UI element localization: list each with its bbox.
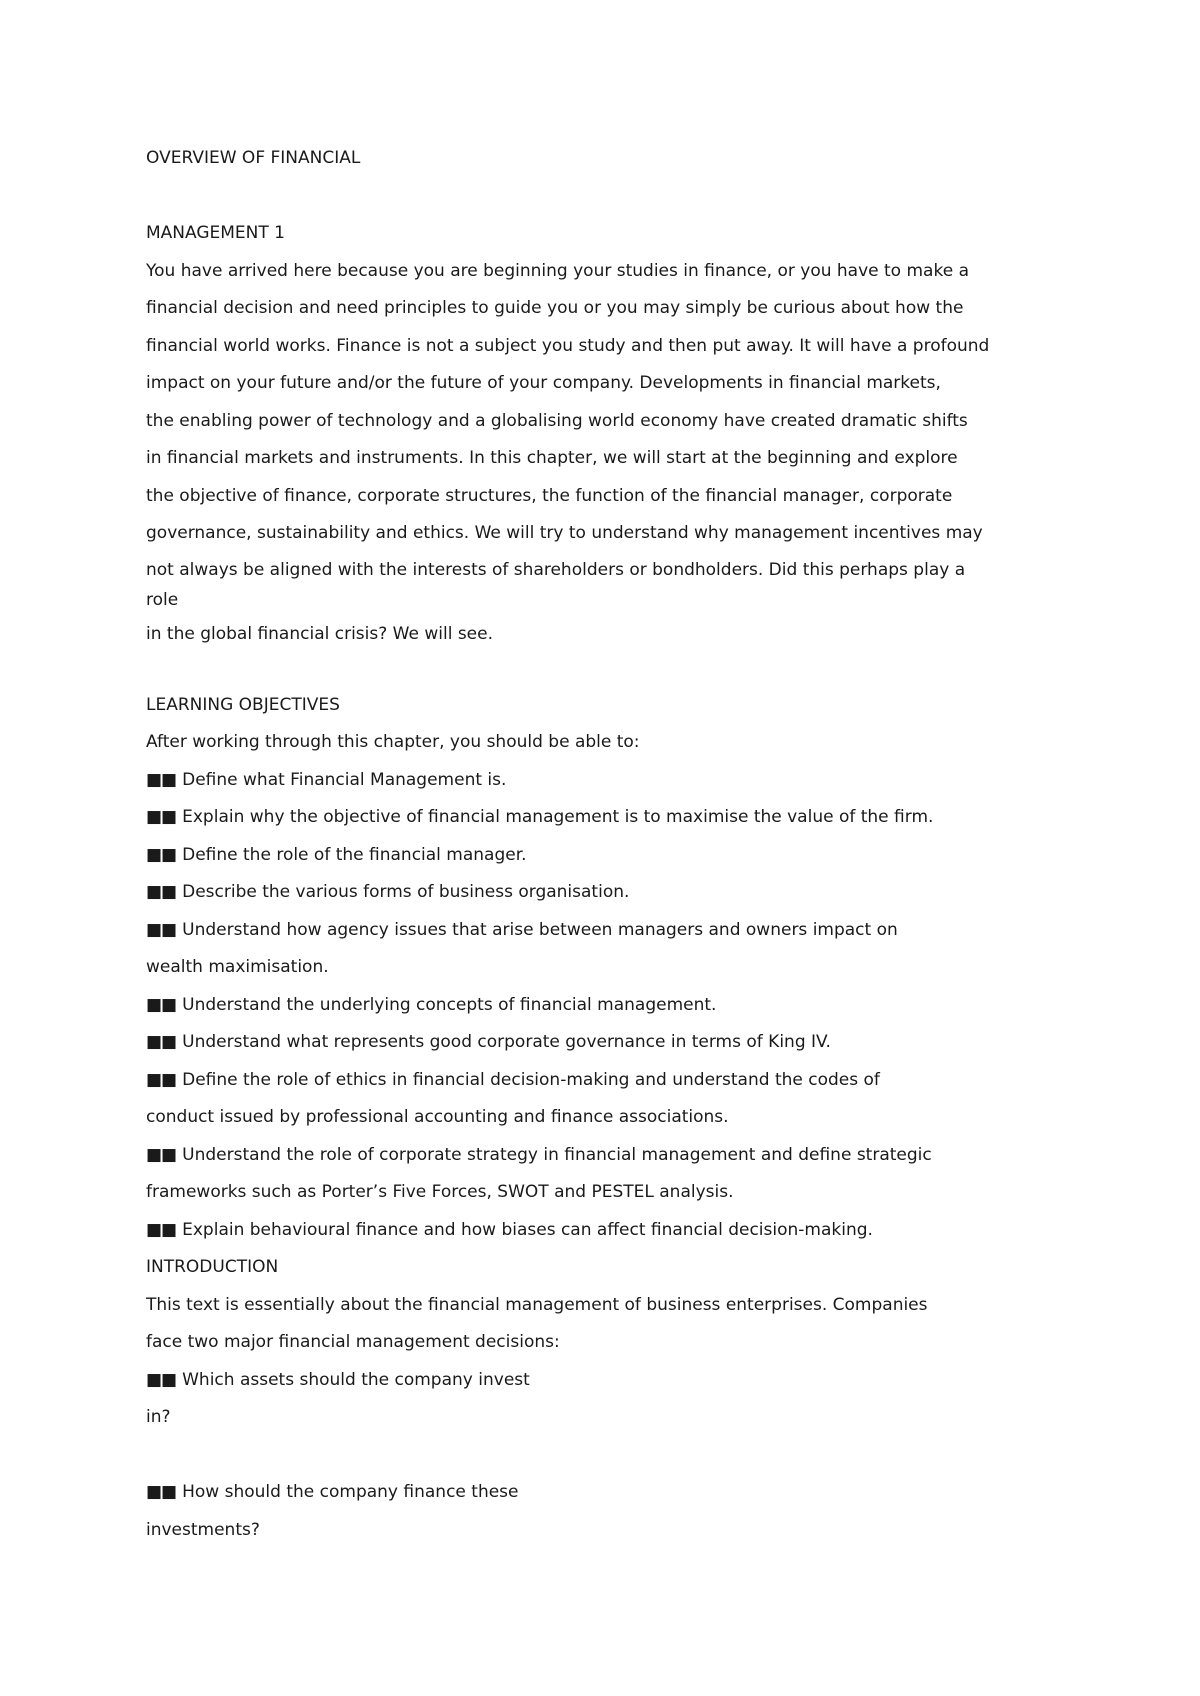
decision-continuation: investments?: [146, 1519, 260, 1540]
objective-item: [146, 837, 1086, 875]
learning-objectives-intro: After working through this chapter, you should be able to:: [146, 732, 640, 752]
objective-item: [146, 1062, 1086, 1100]
chapter-title-line-2: MANAGEMENT 1: [146, 223, 285, 243]
intro-paragraph-line: You have arrived here because you are beginning your studies in finance, or you have to make a: [146, 260, 969, 281]
decision-text: Which assets should the company invest: [182, 1369, 530, 1390]
objective-item: [146, 912, 1086, 950]
intro-paragraph-line: the objective of finance, corporate structures, the function of the financial manager, corporate: [146, 485, 953, 506]
spacer: [146, 1437, 1086, 1475]
introduction-paragraph-line: This text is essentially about the financial management of business enterprises. Companies: [146, 1294, 928, 1315]
introduction-paragraph-line: face two major financial management decisions:: [146, 1332, 560, 1352]
bullet-icon: ■■: [146, 807, 177, 827]
bullet-icon: ■■: [146, 1369, 177, 1390]
learning-objectives-heading: LEARNING OBJECTIVES: [146, 694, 340, 715]
objective-text: Define the role of the financial manager.: [182, 844, 527, 865]
chapter-title-line-1: OVERVIEW OF FINANCIAL: [146, 148, 361, 168]
intro-paragraph-line: impact on your future and/or the future of your company. Developments in financial markets,: [146, 373, 941, 393]
bullet-icon: ■■: [146, 994, 177, 1015]
objective-item: [146, 874, 1086, 912]
objective-text: Understand the underlying concepts of financial management.: [182, 994, 717, 1015]
decision-item: [146, 1474, 1086, 1512]
decision-continuation: in?: [146, 1407, 171, 1427]
intro-paragraph-line: financial decision and need principles to guide you or you may simply be curious about how the: [146, 298, 964, 318]
intro-paragraph-line: not always be aligned with the interests of shareholders or bondholders. Did this perhaps play a: [146, 559, 966, 580]
objective-item: [146, 1212, 1086, 1250]
bullet-icon: ■■: [146, 769, 177, 790]
objective-item: [146, 1024, 1086, 1062]
intro-paragraph-line: the enabling power of technology and a globalising world economy have created dramatic shifts: [146, 410, 968, 431]
decision-text: How should the company finance these: [182, 1482, 519, 1502]
objective-continuation: wealth maximisation.: [146, 957, 329, 977]
spacer: [146, 178, 1086, 216]
objective-continuation: frameworks such as Porter’s Five Forces, SWOT and PESTEL analysis.: [146, 1182, 734, 1202]
intro-paragraph-line: governance, sustainability and ethics. We will try to understand why management incentives may: [146, 523, 983, 543]
bullet-icon: ■■: [146, 1032, 177, 1052]
bullet-icon: ■■: [146, 882, 177, 902]
objective-continuation: conduct issued by professional accounting and finance associations.: [146, 1107, 729, 1127]
objective-text: Understand what represents good corporate governance in terms of King IV.: [182, 1032, 831, 1052]
objective-item: [146, 762, 1086, 800]
objective-text: Describe the various forms of business organisation.: [182, 882, 630, 902]
objective-text: Define the role of ethics in financial decision-making and understand the codes of: [182, 1069, 880, 1090]
bullet-icon: ■■: [146, 919, 177, 940]
objective-item: [146, 1137, 1086, 1175]
bullet-icon: ■■: [146, 1069, 177, 1090]
introduction-heading: INTRODUCTION: [146, 1257, 279, 1277]
objective-text: Understand the role of corporate strategy in financial management and define strategic: [182, 1144, 932, 1165]
bullet-icon: ■■: [146, 844, 177, 865]
bullet-icon: ■■: [146, 1219, 177, 1240]
objective-text: Define what Financial Management is.: [182, 769, 507, 790]
objective-item: [146, 799, 1086, 837]
bullet-icon: ■■: [146, 1144, 177, 1165]
objective-text: Explain why the objective of financial management is to maximise the value of the firm.: [182, 807, 934, 827]
objective-text: Understand how agency issues that arise between managers and owners impact on: [182, 919, 898, 940]
intro-paragraph-line: in financial markets and instruments. In this chapter, we will start at the beginning and explore: [146, 448, 958, 468]
spacer: [146, 653, 1086, 687]
document-page: [146, 140, 1086, 1549]
intro-paragraph-line: role: [146, 589, 179, 610]
bullet-icon: ■■: [146, 1482, 177, 1502]
intro-paragraph-line: financial world works. Finance is not a subject you study and then put away. It will have a profound: [146, 335, 990, 356]
intro-paragraph-line: in the global financial crisis? We will see.: [146, 623, 493, 644]
objective-text: Explain behavioural finance and how biases can affect financial decision-making.: [182, 1219, 873, 1240]
decision-item: [146, 1362, 1086, 1400]
objective-item: [146, 987, 1086, 1025]
